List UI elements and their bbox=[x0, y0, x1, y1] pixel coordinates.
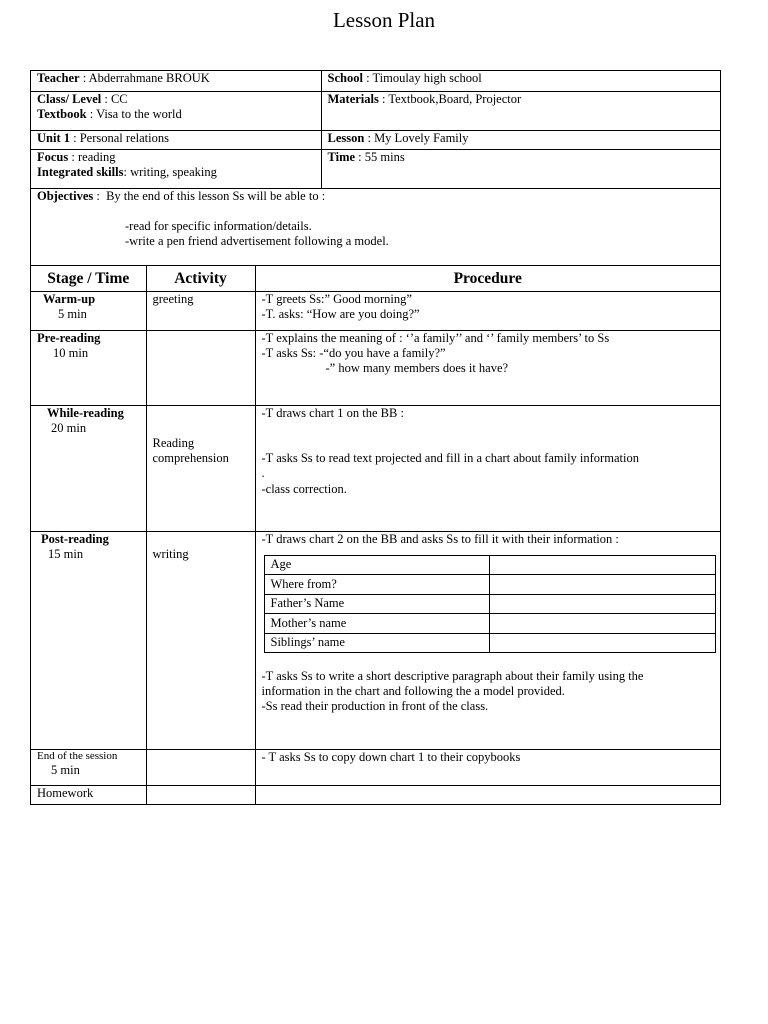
procedure-table bbox=[30, 265, 721, 805]
activity-cell bbox=[146, 531, 255, 749]
procedure-line: . bbox=[261, 465, 265, 480]
materials-label: Materials bbox=[327, 91, 379, 106]
time-label: Time bbox=[327, 149, 356, 164]
activity-cell: greeting bbox=[146, 291, 255, 330]
procedure-line: -Ss read their production in front of the class. bbox=[261, 699, 489, 713]
unit-label: Unit 1 bbox=[37, 130, 70, 145]
procedure-line: -T draws chart 2 on the BB and asks Ss to fill it with their information : bbox=[261, 531, 619, 546]
chart-2 bbox=[262, 555, 715, 654]
activity-cell bbox=[146, 785, 255, 804]
textbook-label: Textbook bbox=[37, 106, 87, 121]
teacher-cell: Teacher : Abderrahmane BROUK bbox=[31, 71, 321, 91]
stage-cell bbox=[31, 405, 146, 531]
procedure-line: -class correction. bbox=[261, 481, 347, 496]
stage-name: Post-reading bbox=[41, 531, 109, 546]
procedure-line: -T asks Ss: -“do you have a family?” bbox=[261, 345, 446, 360]
skills-value: writing, speaking bbox=[130, 164, 217, 179]
focus-label: Focus bbox=[37, 149, 69, 164]
textbook-value: Visa to the world bbox=[96, 106, 182, 121]
lesson-info-table bbox=[30, 70, 721, 266]
stage-name: Pre-reading bbox=[37, 330, 101, 345]
stage-time: 5 min bbox=[51, 762, 80, 777]
objective-1: -read for specific information/details. bbox=[125, 218, 312, 233]
teacher-value: Abderrahmane BROUK bbox=[88, 71, 210, 85]
focus-value: reading bbox=[77, 149, 116, 164]
school-label: School bbox=[327, 71, 363, 85]
stage-name: End of the session bbox=[37, 749, 118, 762]
chart-row bbox=[264, 555, 715, 575]
unit-cell: Unit 1 : Personal relations bbox=[31, 130, 321, 149]
time-value: 55 mins bbox=[364, 149, 405, 164]
stage-name: Homework bbox=[37, 785, 94, 800]
chart-row-label: Age bbox=[264, 555, 489, 575]
objectives-cell: Objectives : By the end of this lesson Ss will be able to : -read for specific information/details. -write a pen friend advertisement following a model. bbox=[31, 188, 720, 265]
chart-2-table bbox=[264, 555, 716, 654]
chart-row-value bbox=[489, 614, 715, 634]
materials-value: Textbook,Board, Projector bbox=[388, 91, 522, 106]
procedure-line: -T draws chart 1 on the BB : bbox=[261, 405, 404, 420]
stage-cell bbox=[31, 291, 146, 330]
table-row bbox=[31, 749, 720, 785]
lesson-value: My Lovely Family bbox=[374, 130, 469, 145]
class-value: CC bbox=[110, 91, 128, 106]
activity-line: comprehension bbox=[152, 450, 229, 465]
chart-row bbox=[264, 594, 715, 614]
chart-row-label: Mother’s name bbox=[264, 614, 489, 634]
activity-cell bbox=[146, 405, 255, 531]
procedure-line: -” how many members does it have? bbox=[325, 360, 509, 375]
page-title: Lesson Plan bbox=[332, 8, 436, 32]
chart-row-label: Father’s Name bbox=[264, 594, 489, 614]
procedure-line: -T explains the meaning of : ‘’a family’’ and ‘’ family members’ to Ss bbox=[261, 330, 610, 345]
stage-header: Stage / Time bbox=[31, 266, 146, 291]
activity-line: writing bbox=[152, 546, 189, 561]
objectives-label: Objectives bbox=[37, 188, 94, 203]
procedure-line: -T. asks: “How are you doing?” bbox=[261, 306, 420, 321]
time-cell: Time : 55 mins bbox=[321, 149, 720, 188]
objectives-intro: By the end of this lesson Ss will be able to : bbox=[106, 188, 326, 203]
procedure-line: - T asks Ss to copy down chart 1 to their copybooks bbox=[261, 749, 521, 764]
chart-row bbox=[264, 633, 715, 653]
school-cell: School : Timoulay high school bbox=[321, 71, 720, 91]
stage-cell bbox=[31, 749, 146, 785]
stage-name: While-reading bbox=[47, 405, 124, 420]
procedure-cell bbox=[255, 405, 720, 531]
objective-2: -write a pen friend advertisement following a model. bbox=[125, 233, 389, 248]
class-label: Class/ Level bbox=[37, 91, 102, 106]
stage-name: Warm-up bbox=[43, 291, 96, 306]
stage-cell bbox=[31, 330, 146, 405]
activity-cell bbox=[146, 330, 255, 405]
chart-row bbox=[264, 614, 715, 634]
procedure-line: -T asks Ss to write a short descriptive paragraph about their family using the bbox=[261, 669, 644, 683]
stage-time: 5 min bbox=[58, 306, 87, 321]
school-value: Timoulay high school bbox=[372, 71, 482, 85]
lesson-label: Lesson bbox=[327, 130, 365, 145]
procedure-cell bbox=[255, 291, 720, 330]
stage-time: 15 min bbox=[48, 546, 84, 561]
focus-cell: Focus : reading Integrated skills: writing, speaking bbox=[31, 149, 321, 188]
stage-time: 20 min bbox=[51, 420, 87, 435]
procedure-line: -T asks Ss to read text projected and fill in a chart about family information bbox=[261, 450, 639, 465]
activity-cell bbox=[146, 749, 255, 785]
chart-row bbox=[264, 575, 715, 595]
procedure-line: information in the chart and following the a model provided. bbox=[261, 684, 565, 698]
unit-value: Personal relations bbox=[79, 130, 169, 145]
activity-header: Activity bbox=[146, 266, 255, 291]
stage-cell bbox=[31, 785, 146, 804]
procedure-cell bbox=[255, 749, 720, 785]
materials-cell: Materials : Textbook,Board, Projector bbox=[321, 91, 720, 130]
procedure-header: Procedure bbox=[255, 266, 720, 291]
chart-row-value bbox=[489, 575, 715, 595]
lesson-cell: Lesson : My Lovely Family bbox=[321, 130, 720, 149]
chart-row-label: Where from? bbox=[264, 575, 489, 595]
chart-row-value bbox=[489, 594, 715, 614]
class-cell: Class/ Level : CC Textbook : Visa to the world bbox=[31, 91, 321, 130]
chart-row-value bbox=[489, 555, 715, 575]
stage-time: 10 min bbox=[53, 345, 89, 360]
chart-row-label: Siblings’ name bbox=[264, 633, 489, 653]
stage-cell bbox=[31, 531, 146, 749]
procedure-cell bbox=[255, 785, 720, 804]
procedure-cell bbox=[255, 330, 720, 405]
teacher-label: Teacher bbox=[37, 71, 80, 85]
table-row bbox=[31, 405, 720, 531]
procedure-cell bbox=[255, 531, 720, 749]
skills-label: Integrated skills bbox=[37, 164, 124, 179]
table-row bbox=[31, 291, 720, 330]
table-row bbox=[31, 330, 720, 405]
chart-row-value bbox=[489, 633, 715, 653]
activity-line: Reading bbox=[152, 435, 195, 450]
table-row bbox=[31, 785, 720, 804]
procedure-line: -T greets Ss:” Good morning” bbox=[261, 291, 412, 306]
table-row bbox=[31, 531, 720, 749]
